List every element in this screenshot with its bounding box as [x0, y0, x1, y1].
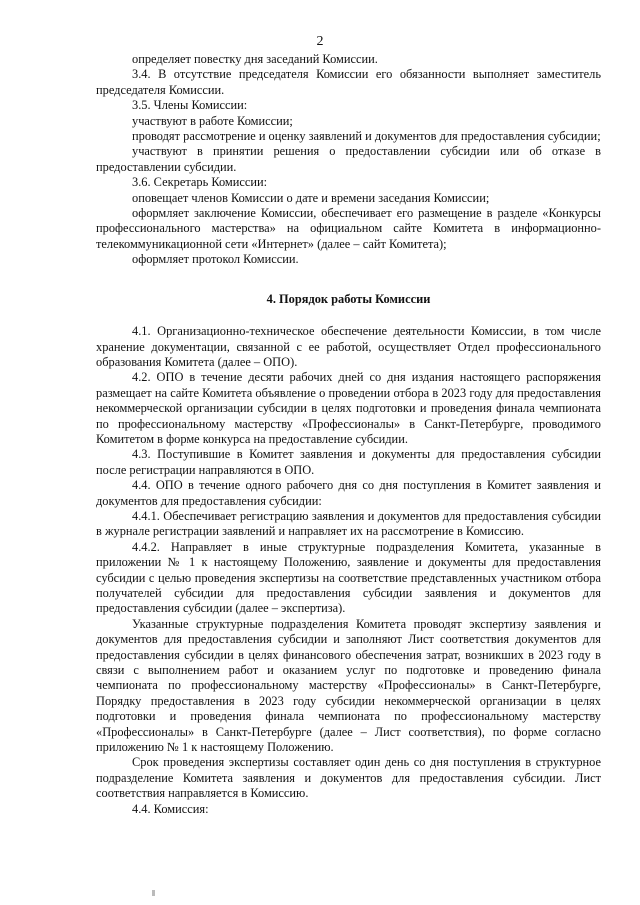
paragraph: участвуют в работе Комиссии; — [132, 113, 293, 128]
paragraph: 4.4. ОПО в течение одного рабочего дня со дня поступления в Комитет заявления и документов для предоставления субсидии: — [96, 478, 601, 508]
paragraph: 4.4. Комиссия: — [132, 801, 209, 816]
paragraph: 4.2. ОПО в течение десяти рабочих дней со дня издания настоящего распоряжения размещает на сайте Комитета объявление о проведении отбора в 2023 году для предоставления некоммерческой организации субсидии в целях подготовки и проведения финала чемпионата по профессиональному мастерству «Профессионалы» в Санкт-Петербурге, проводимого Комитетом в форме конкурса на предоставление субсидии. — [96, 370, 601, 446]
paragraph: 3.4. В отсутствие председателя Комиссии его обязанности выполняет заместитель председателя Комиссии. — [96, 67, 601, 97]
paragraph: Срок проведения экспертизы составляет один день со дня поступления в структурное подразделение Комитета заявления и документов для предоставления субсидии. Лист соответствия направляется в Комиссию. — [96, 755, 601, 801]
paragraph: 3.6. Секретарь Комиссии: — [132, 175, 268, 190]
section-heading: 4. Порядок работы Комиссии — [266, 291, 431, 306]
paragraph: 3.5. Члены Комиссии: — [132, 98, 248, 113]
scan-speck — [152, 890, 155, 896]
paragraph: проводят рассмотрение и оценку заявлений и документов для предоставления субсидии; — [132, 129, 601, 144]
paragraph: 4.3. Поступившие в Комитет заявления и документы для предоставления субсидии после регистрации направляются в ОПО. — [96, 447, 601, 477]
paragraph: оформляет протокол Комиссии. — [132, 252, 299, 267]
paragraph: Указанные структурные подразделения Комитета проводят экспертизу заявления и документов для предоставления субсидии и заполняют Лист соответствия документов для предоставления субсидии в целях финансового обеспечения затрат, возникших в 2023 году в связи с выполнением работ и оказанием услуг по подготовке и проведению финала чемпионата по профессиональному мастерству «Профессионалы» в Санкт-Петербурге, Порядку предоставления в 2023 году субсидии некоммерческой организации в целях подготовки и проведения финала чемпионата по профессиональному мастерству «Профессионалы» в Санкт-Петербурге (далее – Лист соответствия), по форме согласно приложению № 1 к настоящему Положению. — [96, 616, 601, 755]
paragraph: участвуют в принятии решения о предоставлении субсидии или об отказе в предоставлении субсидии. — [96, 144, 601, 174]
document-body — [96, 52, 601, 817]
paragraph: оповещает членов Комиссии о дате и времени заседания Комиссии; — [132, 190, 490, 205]
page-number: 2 — [316, 34, 324, 49]
paragraph: оформляет заключение Комиссии, обеспечивает его размещение в разделе «Конкурсы профессионального мастерства» на официальном сайте Комитета в информационно-телекоммуникационной сети «Интернет» (далее – сайт Комитета); — [96, 206, 601, 251]
paragraph: определяет повестку дня заседаний Комиссии. — [132, 52, 378, 66]
paragraph: 4.4.1. Обеспечивает регистрацию заявления и документов для предоставления субсидии в журнале регистрации заявлений и направляет их на рассмотрение в Комиссию. — [96, 508, 601, 539]
paragraph: 4.1. Организационно-техническое обеспечение деятельности Комиссии, в том числе хранение документации, связанной с ее работой, осуществляет Отдел профессионального образования Комитета (далее – ОПО). — [96, 324, 601, 369]
paragraph: 4.4.2. Направляет в иные структурные подразделения Комитета, указанные в приложении № 1 к настоящему Положению, заявление и документы для предоставления субсидии с целью проведения экспертизы на соответствие представленных участником отбора получателей субсидии для предоставления субсидии заявления и документов для предоставления субсидии (далее – экспертиза). — [96, 539, 601, 616]
